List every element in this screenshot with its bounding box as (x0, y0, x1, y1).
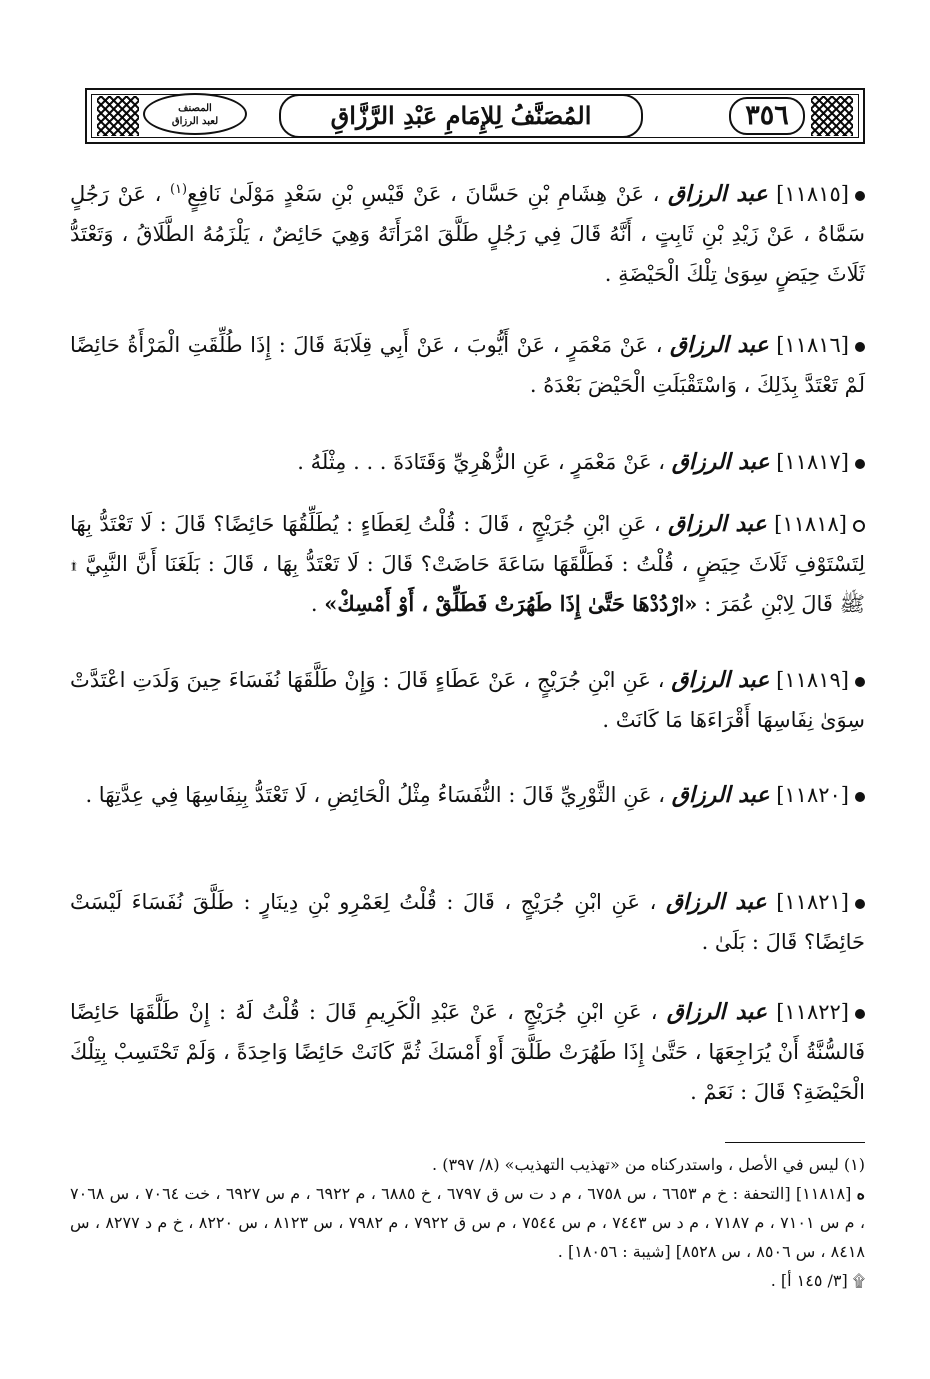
page-number: ٣٥٦ (729, 97, 805, 135)
hadith-text: ، عَنْ هِشَامِ بْنِ حَسَّانَ ، عَنْ قَيْسِ بْنِ سَعْدٍ مَوْلَىٰ نَافِعٍ (187, 182, 660, 206)
hadith-entry-11817 (70, 442, 865, 482)
takhrij-marker: ه (856, 1184, 866, 1203)
narrator-name: عبد الرزاق (668, 511, 767, 537)
footnotes (70, 1150, 865, 1295)
narrator-name: عبد الرزاق (671, 449, 770, 475)
hadith-text: ، عَنِ ابْنِ جُرَيْجٍ ، قَالَ : قُلْتُ لِعَمْرِو بْنِ دِينَارٍ : طَلَّقَ نُفَسَاءَ لَيْسَتْ حَائِضًا؟ قَالَ : بَلَىٰ . (70, 890, 865, 954)
hadith-number: [١١٨٢٢] (776, 1000, 849, 1024)
takhrij-note (70, 1179, 865, 1266)
hadith-tail: . (310, 592, 318, 616)
narrator-name: عبد الرزاق (665, 889, 767, 915)
ornament-pattern-left (97, 96, 139, 136)
hadith-text: ، عَنْ مَعْمَرٍ ، عَنْ أَيُّوبَ ، عَنْ أَبِي قِلَابَةَ قَالَ : إِذَا طُلِّقَتِ الْمَرْأَةُ حَائِضًا لَمْ تَعْتَدَّ بِذَلِكَ ، وَاسْتَقْبَلَتِ الْحَيْضَ بَعْدَهُ . (70, 333, 865, 397)
footnote-1: (١) ليس في الأصل ، واستدركناه من «تهذيب التهذيب» (٨/ ٣٩٧) . (432, 1155, 865, 1174)
filled-bullet-icon (855, 1009, 865, 1019)
manuscript-reference: ۩ [٣/ ١٤٥ أ] . (770, 1271, 865, 1290)
footnote-reference: (١) (169, 182, 188, 197)
narrator-name: عبد الرزاق (668, 181, 768, 207)
filled-bullet-icon (855, 899, 865, 909)
filled-bullet-icon (855, 459, 865, 469)
hadith-entry-11815 (70, 170, 865, 294)
hadith-number: [١١٨١٦] (776, 333, 849, 357)
emblem-line-1: المصنف (178, 103, 212, 114)
hadith-entry-11816 (70, 325, 865, 405)
filled-bullet-icon (855, 677, 865, 687)
hadith-text: ، عَنِ الثَّوْرِيِّ قَالَ : النُّفَسَاءُ مِثْلُ الْحَائِضِ ، لَا تَعْتَدُّ بِنِفَاسِهَا فِي عِدَّتِهَا . (85, 783, 666, 807)
prophetic-quote: «ارْدُدْهَا حَتَّىٰ إِذَا طَهُرَتْ فَطَلِّقْ ، أَوْ أَمْسِكْ» (324, 591, 698, 616)
emblem-line-2: لعبد الرزاق (171, 116, 219, 127)
hadith-text: ، عَنِ ابْنِ جُرَيْجٍ ، قَالَ : قُلْتُ لِعَطَاءٍ : يُطَلِّقُهَا حَائِضًا؟ قَالَ : لَا تَعْتَدُّ بِهَا لِتَسْتَوْفِ ثَلَاثَ حِيَضٍ ، قُلْتُ : فَطَلَّقَهَا سَاعَةَ حَاضَتْ؟ قَالَ : لَا تَعْتَدُّ بِهَا ، قَالَ : بَلَغَنَا أَنَّ النَّبِيَّ ۩ ﷺ قَالَ لِابْنِ عُمَرَ : (70, 512, 865, 616)
hadith-entry-11820 (70, 775, 865, 815)
book-title: المُصَنَّفُ لِلإِمَامِ عَبْدِ الرَّزَّاقِ (279, 94, 643, 138)
hadith-entry-11819 (70, 660, 865, 740)
ornament-pattern-right (811, 96, 853, 136)
filled-bullet-icon (855, 191, 865, 201)
hadith-entry-11818 (70, 504, 865, 624)
filled-bullet-icon (855, 792, 865, 802)
filled-bullet-icon (855, 342, 865, 352)
takhrij-text: [١١٨١٨] [التحفة : خ م ٦٦٥٣ ، س ٦٧٥٨ ، م د ت س ق ٦٧٩٧ ، خ ٦٨٨٥ ، م ٦٩٢٢ ، م س ٦٩٢٧ ، خت ٧٠٦٤ ، س ٧٠٦٨ ، م س ٧١٠١ ، م ٧١٨٧ ، م د س ٧٤٤٣ ، م س ٧٥٤٤ ، م س ق ٧٩٢٢ ، م ٧٩٨٢ ، س ٨١٢٣ ، س ٨٢٢٠ ، خ م د ٨٢٧٧ ، س ٨٤١٨ ، س ٨٥٠٦ ، س ٨٥٢٨] [شيبة : ١٨٠٥٦] . (70, 1184, 866, 1261)
hadith-number: [١١٨١٧] (776, 450, 849, 474)
hadith-entry-11821 (70, 882, 865, 962)
narrator-name: عبد الرزاق (666, 999, 767, 1025)
hadith-text: ، عَنِ ابْنِ جُرَيْجٍ ، عَنْ عَبْدِ الْكَرِيمِ قَالَ : قُلْتُ لَهُ : إِنْ طَلَّقَهَا حَائِضًا فَالسُّنَّةُ أَنْ يُرَاجِعَهَا ، حَتَّىٰ إِذَا طَهُرَتْ طَلَّقَ أَوْ أَمْسَكَ ثُمَّ كَانَتْ حَائِضًا وَاحِدَةً ، وَلَمْ تَحْتَسِبْ بِتِلْكَ الْحَيْضَةِ؟ قَالَ : نَعَمْ . (70, 1000, 865, 1104)
hadith-entry-11822 (70, 992, 865, 1112)
narrator-name: عبد الرزاق (671, 782, 770, 808)
hadith-number: [١١٨٢٠] (776, 783, 849, 807)
hadith-text: ، عَنْ مَعْمَرٍ ، عَنِ الزُّهْرِيِّ وَقَتَادَةَ . . . مِثْلَهُ . (297, 450, 666, 474)
open-circle-icon (853, 520, 865, 532)
hadith-number: [١١٨٢١] (776, 890, 849, 914)
hadith-number: [١١٨١٩] (776, 668, 849, 692)
narrator-name: عبد الرزاق (671, 667, 770, 693)
hadith-number: [١١٨١٨] (774, 512, 847, 536)
hadith-text: ، عَنْ رَجُلٍ سَمَّاهُ ، عَنْ زَيْدِ بْنِ ثَابِتٍ ، أَنَّهُ قَالَ فِي رَجُلٍ طَلَّقَ امْرَأَتَهُ وَهِيَ حَائِضٌ ، يَلْزَمُهُ الطَّلَاقُ ، وَتَعْتَدُّ ثَلَاثَ حِيَضٍ سِوَىٰ تِلْكَ الْحَيْضَةِ . (70, 182, 865, 286)
footnote-divider (725, 1142, 865, 1143)
hadith-number: [١١٨١٥] (776, 182, 849, 206)
hadith-text: ، عَنِ ابْنِ جُرَيْجٍ ، عَنْ عَطَاءٍ قَالَ : وَإِنْ طَلَّقَهَا نُفَسَاءَ حِينَ وَلَدَتِ اعْتَدَّتْ سِوَىٰ نِفَاسِهَا أَقْرَاءَهَا مَا كَانَتْ . (70, 668, 865, 732)
book-emblem-logo (143, 93, 247, 135)
page-header (85, 88, 865, 144)
narrator-name: عبد الرزاق (670, 332, 769, 358)
